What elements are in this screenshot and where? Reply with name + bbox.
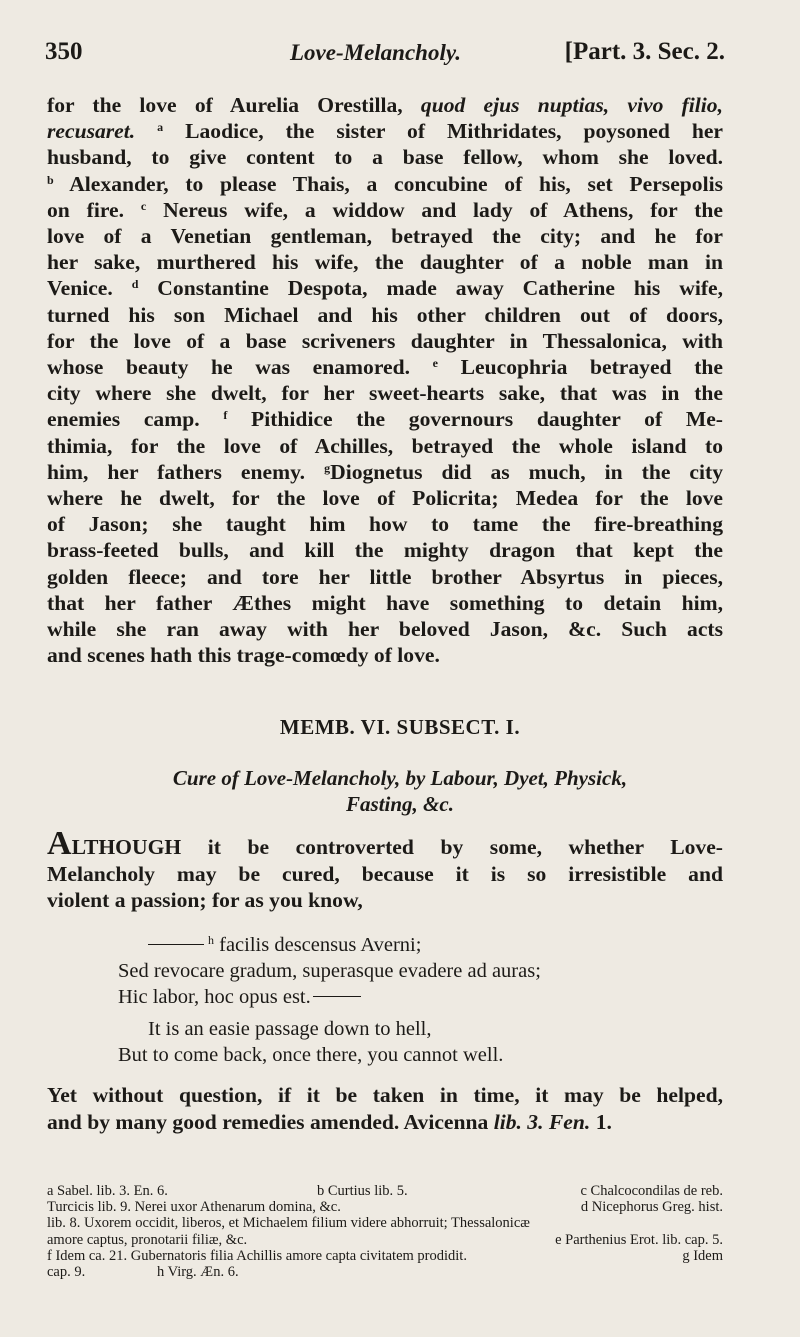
section-subtitle-continued: Fasting, &c. <box>346 792 454 816</box>
text-line: that her father Æthes might have something to detain him, <box>47 590 723 615</box>
footnote-text: amore captus, pronotarii filiæ, &c. <box>47 1231 248 1248</box>
section-reference: [Part. 3. Sec. 2. <box>564 38 725 65</box>
footnote-g: g Idem <box>682 1247 723 1264</box>
footnote-marker: g <box>324 460 331 475</box>
text-line: golden fleece; and tore her little brother Absyrtus in pieces, <box>47 564 723 589</box>
text-line: for the love of Aurelia Orestilla, quod ejus nuptias, vivo filio, <box>47 93 723 117</box>
verse-dash <box>313 996 361 997</box>
page-number: 350 <box>45 38 83 65</box>
latin-verse <box>118 932 678 1010</box>
footnote-b: b Curtius lib. 5. <box>317 1183 408 1199</box>
footnote-marker: c <box>140 198 147 213</box>
footnote-marker: f <box>223 408 228 423</box>
footnote-e: e Parthenius Erot. lib. cap. 5. <box>555 1231 723 1248</box>
paragraph-cure <box>47 1082 723 1135</box>
text-line: him, her fathers enemy. $^g$Diognetus did as much, in the city <box>47 459 723 484</box>
text-line: enemies camp. $^f$ Pithidice the governours daughter of Me- <box>47 407 723 432</box>
footnote-text: cap. 9. <box>47 1263 86 1280</box>
footnote-row <box>47 1199 723 1215</box>
footnote-h: h Virg. Æn. 6. <box>157 1263 239 1280</box>
verse-line: Sed revocare gradum, superasque evadere ad auras; <box>118 960 541 982</box>
verse-dash <box>148 944 204 945</box>
running-header <box>45 38 725 74</box>
text-line: for the love of a base scriveners daughter in Thessalonica, with <box>47 328 723 353</box>
section-subtitle: Cure of Love-Melancholy, by Labour, Dyet, Physick, <box>172 766 628 790</box>
text-line: Melancholy may be cured, because it is so irresistible and <box>47 861 723 886</box>
footnote-f: f Idem ca. 21. Gubernatoris filia Achillis amore capta civitatem prodidit. <box>47 1247 467 1264</box>
text-line: city where she dwelt, for her sweet-hearts sake, that was in the <box>47 381 723 406</box>
paragraph-although <box>47 825 723 914</box>
text-line: ALTHOUGH it be controverted by some, whether Love- <box>47 825 723 862</box>
footnote-text: Turcicis lib. 9. Nerei uxor Athenarum domina, &c. <box>47 1199 341 1216</box>
verse-line: $^h$ facilis descensus Averni; <box>118 932 678 958</box>
footnote-row <box>47 1264 723 1280</box>
text-line: on fire. $^c$ Nereus wife, a widdow and lady of Athens, for the <box>47 197 724 222</box>
footnote-c: c Chalcocondilas de reb. <box>580 1183 723 1199</box>
text-line: whose beauty he was enamored. $^e$ Leucophria betrayed the <box>47 355 723 380</box>
text-line: Yet without question, if it be taken in time, it may be helped, <box>47 1083 723 1107</box>
verse-line: It is an easie passage down to hell, <box>148 1018 432 1040</box>
text-line: of Jason; she taught him how to tame the fire-breathing <box>47 512 723 537</box>
text-line: $^b$ Alexander, to please Thais, a concubine of his, set Persepolis <box>47 171 723 196</box>
text-line: and by many good remedies amended. Avicenna lib. 3. Fen. 1. <box>47 1109 612 1134</box>
footnote-row <box>47 1183 723 1199</box>
footnote-row <box>47 1248 723 1264</box>
footnote-marker: b <box>47 172 54 187</box>
footnote-marker: h <box>208 933 214 947</box>
text-line: where he dwelt, for the love of Policrita; Medea for the love <box>47 486 723 511</box>
text-line: thimia, for the love of Achilles, betrayed the whole island to <box>47 433 723 458</box>
text-line: and scenes hath this trage-comœdy of love. <box>47 643 440 668</box>
text-line: brass-feeted bulls, and kill the mighty dragon that kept the <box>47 538 723 563</box>
verse-line: Hic labor, hoc opus est. <box>118 984 678 1010</box>
text-line: love of a Venetian gentleman, betrayed the city; and he for <box>47 224 723 249</box>
text-line: Venice. $^d$ Constantine Despota, made away Catherine his wife, <box>47 276 724 301</box>
footnote-marker: a <box>157 120 164 135</box>
text-line: while she ran away with her beloved Jason, &c. Such acts <box>47 617 723 642</box>
footnote-marker: d <box>131 277 139 292</box>
paragraph-love-acts <box>47 92 723 668</box>
text-line: recusaret. $^a$ Laodice, the sister of Mithridates, poysoned her <box>47 119 723 144</box>
footnote-a: a Sabel. lib. 3. En. 6. <box>47 1183 168 1199</box>
footnotes <box>47 1183 723 1280</box>
footnote-text: lib. 8. Uxorem occidit, liberos, et Michaelem filium videre abhorruit; Thessalonicæ <box>47 1215 530 1232</box>
verse-line: But to come back, once there, you cannot well. <box>118 1044 504 1066</box>
text-line: husband, to give content to a base fellow, whom she loved. <box>47 145 723 170</box>
footnote-row <box>47 1215 723 1231</box>
footnote-d: d Nicephorus Greg. hist. <box>580 1199 723 1216</box>
text-line: turned his son Michael and his other children out of doors, <box>47 302 723 327</box>
footnote-marker: e <box>432 356 438 371</box>
running-title: Love-Melancholy. <box>290 40 461 65</box>
footnote-row <box>47 1232 723 1248</box>
text-line: her sake, murthered his wife, the daughter of a noble man in <box>47 250 723 275</box>
text-line: violent a passion; for as you know, <box>47 888 363 912</box>
section-heading: MEMB. VI. SUBSECT. I. <box>279 715 521 739</box>
english-verse <box>118 1016 678 1068</box>
drop-cap: A <box>47 825 72 862</box>
